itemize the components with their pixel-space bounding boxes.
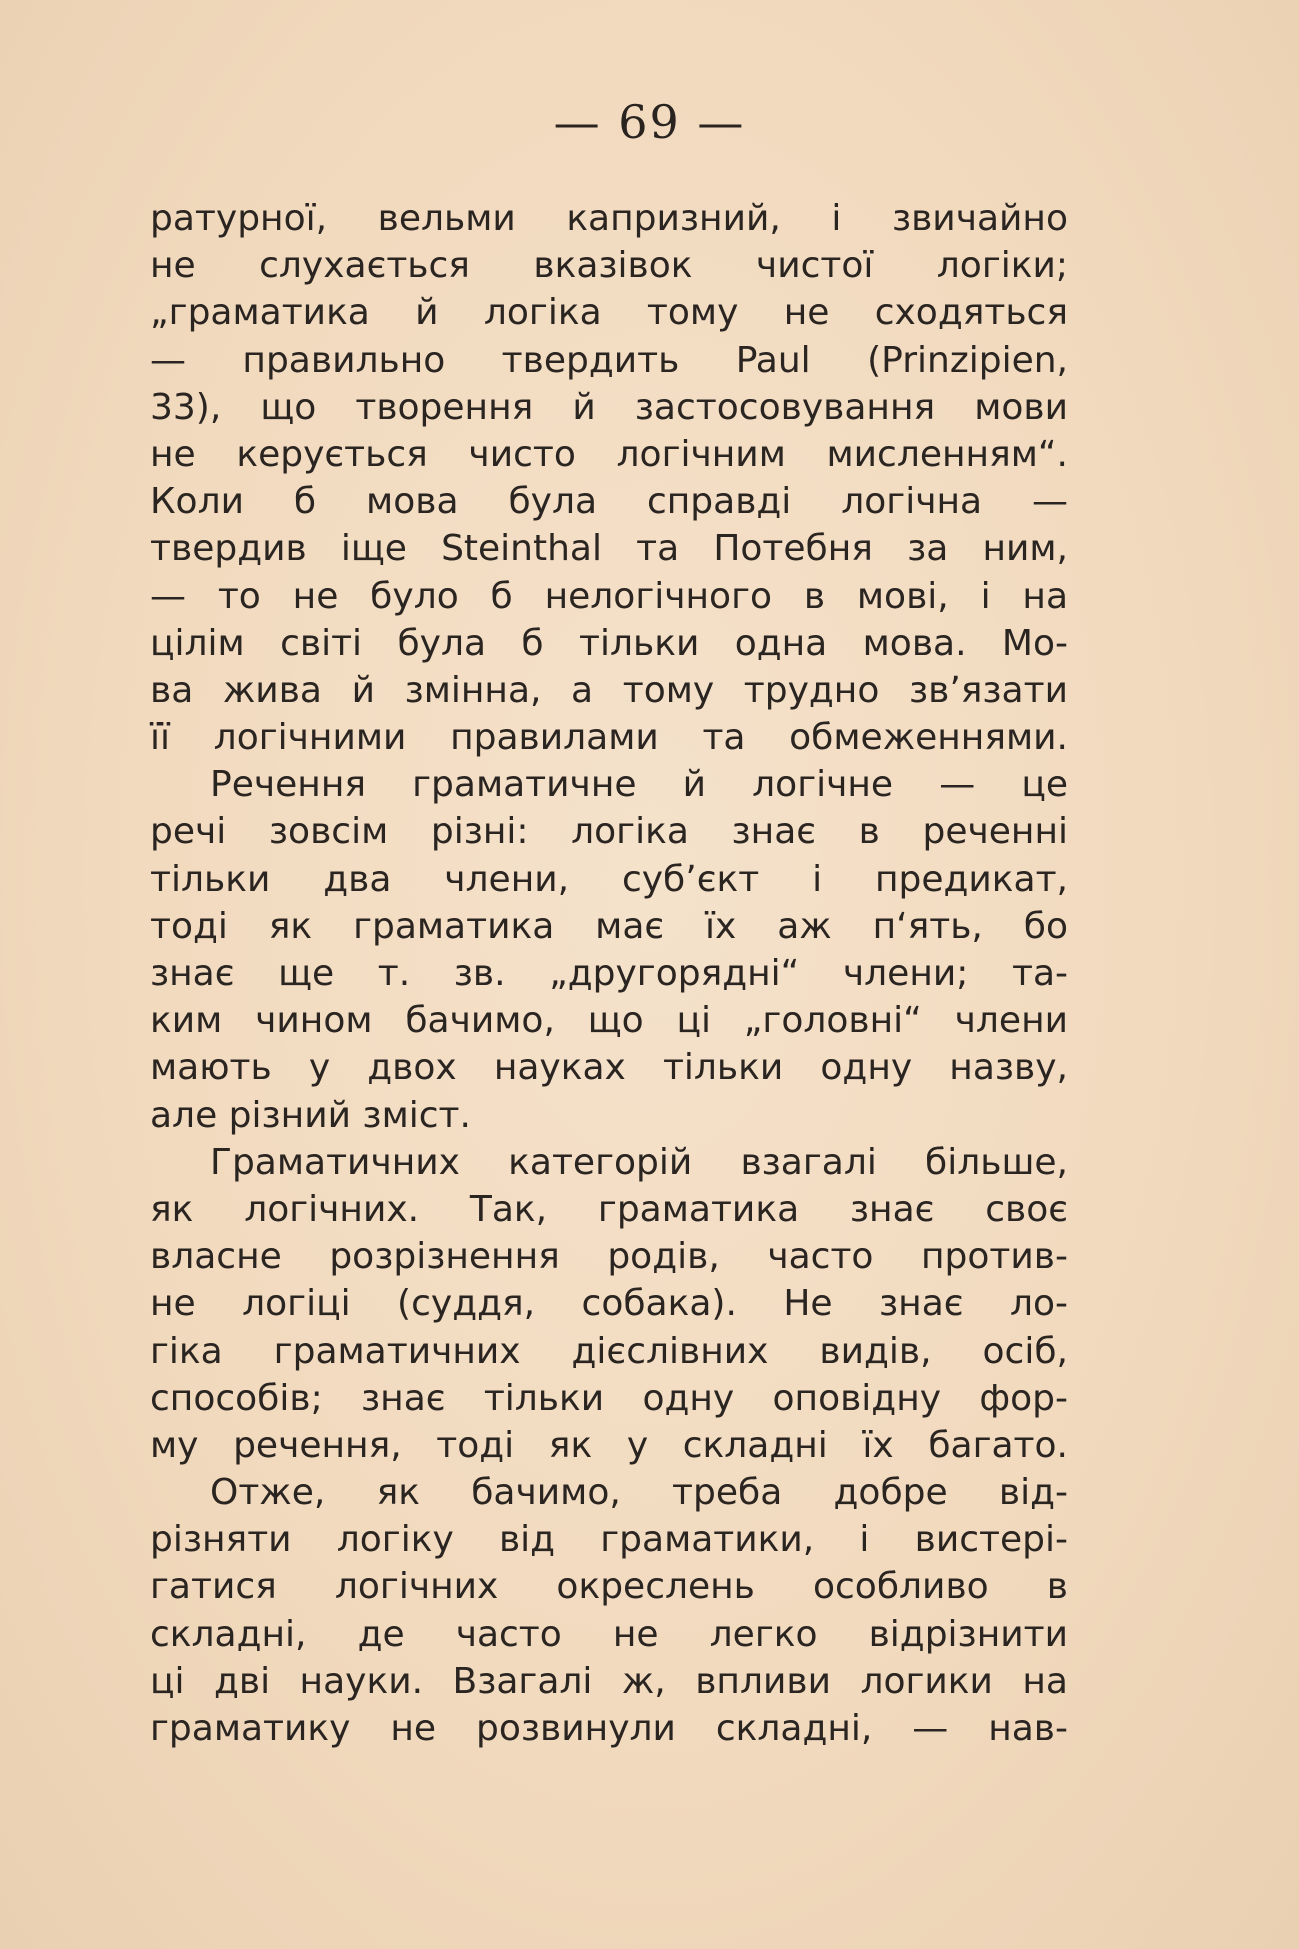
text-line: не слухається вказівок чистої логіки;	[150, 245, 1068, 287]
text-line: але різний зміст.	[150, 1094, 471, 1136]
text-line: ва жива й змінна, а тому трудно зв’язати	[150, 669, 1068, 711]
text-line: му речення, тоді як у складні їх багато.	[150, 1424, 1068, 1466]
text-line: „граматика й логіка тому не сходяться	[150, 292, 1068, 334]
text-line: способів; знає тільки одну оповідну фор-	[150, 1377, 1068, 1419]
paragraph-3	[150, 1139, 1068, 1469]
text-line: не логіці (суддя, собака). Не знає ло-	[150, 1283, 1068, 1325]
text-line: Речення граматичне й логічне — це	[210, 764, 1068, 806]
text-line: ратурної, вельми капризний, і звичайно	[150, 198, 1068, 239]
text-line: гіка граматичних дієслівних видів, осіб,	[150, 1330, 1068, 1372]
paragraph-4	[150, 1469, 1068, 1752]
body-text	[150, 195, 1068, 1752]
text-line: власне розрізнення родів, часто против-	[150, 1236, 1068, 1278]
text-line: складні, де часто не легко відрізнити	[150, 1613, 1068, 1655]
text-line: ці дві науки. Взагалі ж, впливи логики на	[150, 1660, 1068, 1702]
page-number: — 69 —	[553, 95, 746, 149]
text-line: знає ще т. зв. „другорядні“ члени; та-	[150, 953, 1068, 994]
text-line: тоді як граматика має їх аж п‘ять, бо	[150, 905, 1068, 947]
paragraph-1	[150, 195, 1068, 761]
text-line: як логічних. Так, граматика знає своє	[150, 1188, 1068, 1230]
text-line: тільки два члени, суб’єкт і предикат,	[150, 858, 1068, 900]
text-line: різняти логіку від граматики, і вистері-	[150, 1519, 1068, 1561]
text-line: речі зовсім різні: логіка знає в реченні	[150, 811, 1068, 853]
text-line: — то не було б нелогічного в мові, і на	[150, 575, 1068, 617]
text-line: мають у двох науках тільки одну назву,	[150, 1047, 1068, 1089]
text-line: твердив іще Steinthal та Потебня за ним,	[150, 528, 1068, 570]
text-line: — правильно твердить Paul (Prinzipien,	[150, 339, 1068, 381]
text-line: 33), що творення й застосовування мови	[150, 386, 1068, 428]
text-line: ким чином бачимо, що ці „головні“ члени	[150, 1000, 1068, 1042]
text-line: не керується чисто логічним мисленням“.	[150, 433, 1068, 475]
text-line: граматику не розвинули складні, — нав-	[150, 1708, 1068, 1749]
text-line: цілім світі була б тільки одна мова. Мо-	[150, 622, 1068, 664]
text-line: Граматичних категорій взагалі більше,	[210, 1141, 1068, 1183]
paragraph-2	[150, 761, 1068, 1139]
text-line: її логічними правилами та обмеженнями.	[150, 717, 1068, 759]
text-line: гатися логічних окреслень особливо в	[150, 1566, 1068, 1608]
text-line: Коли б мова була справді логічна —	[150, 481, 1068, 523]
text-line: Отже, як бачимо, треба добре від-	[210, 1472, 1068, 1514]
